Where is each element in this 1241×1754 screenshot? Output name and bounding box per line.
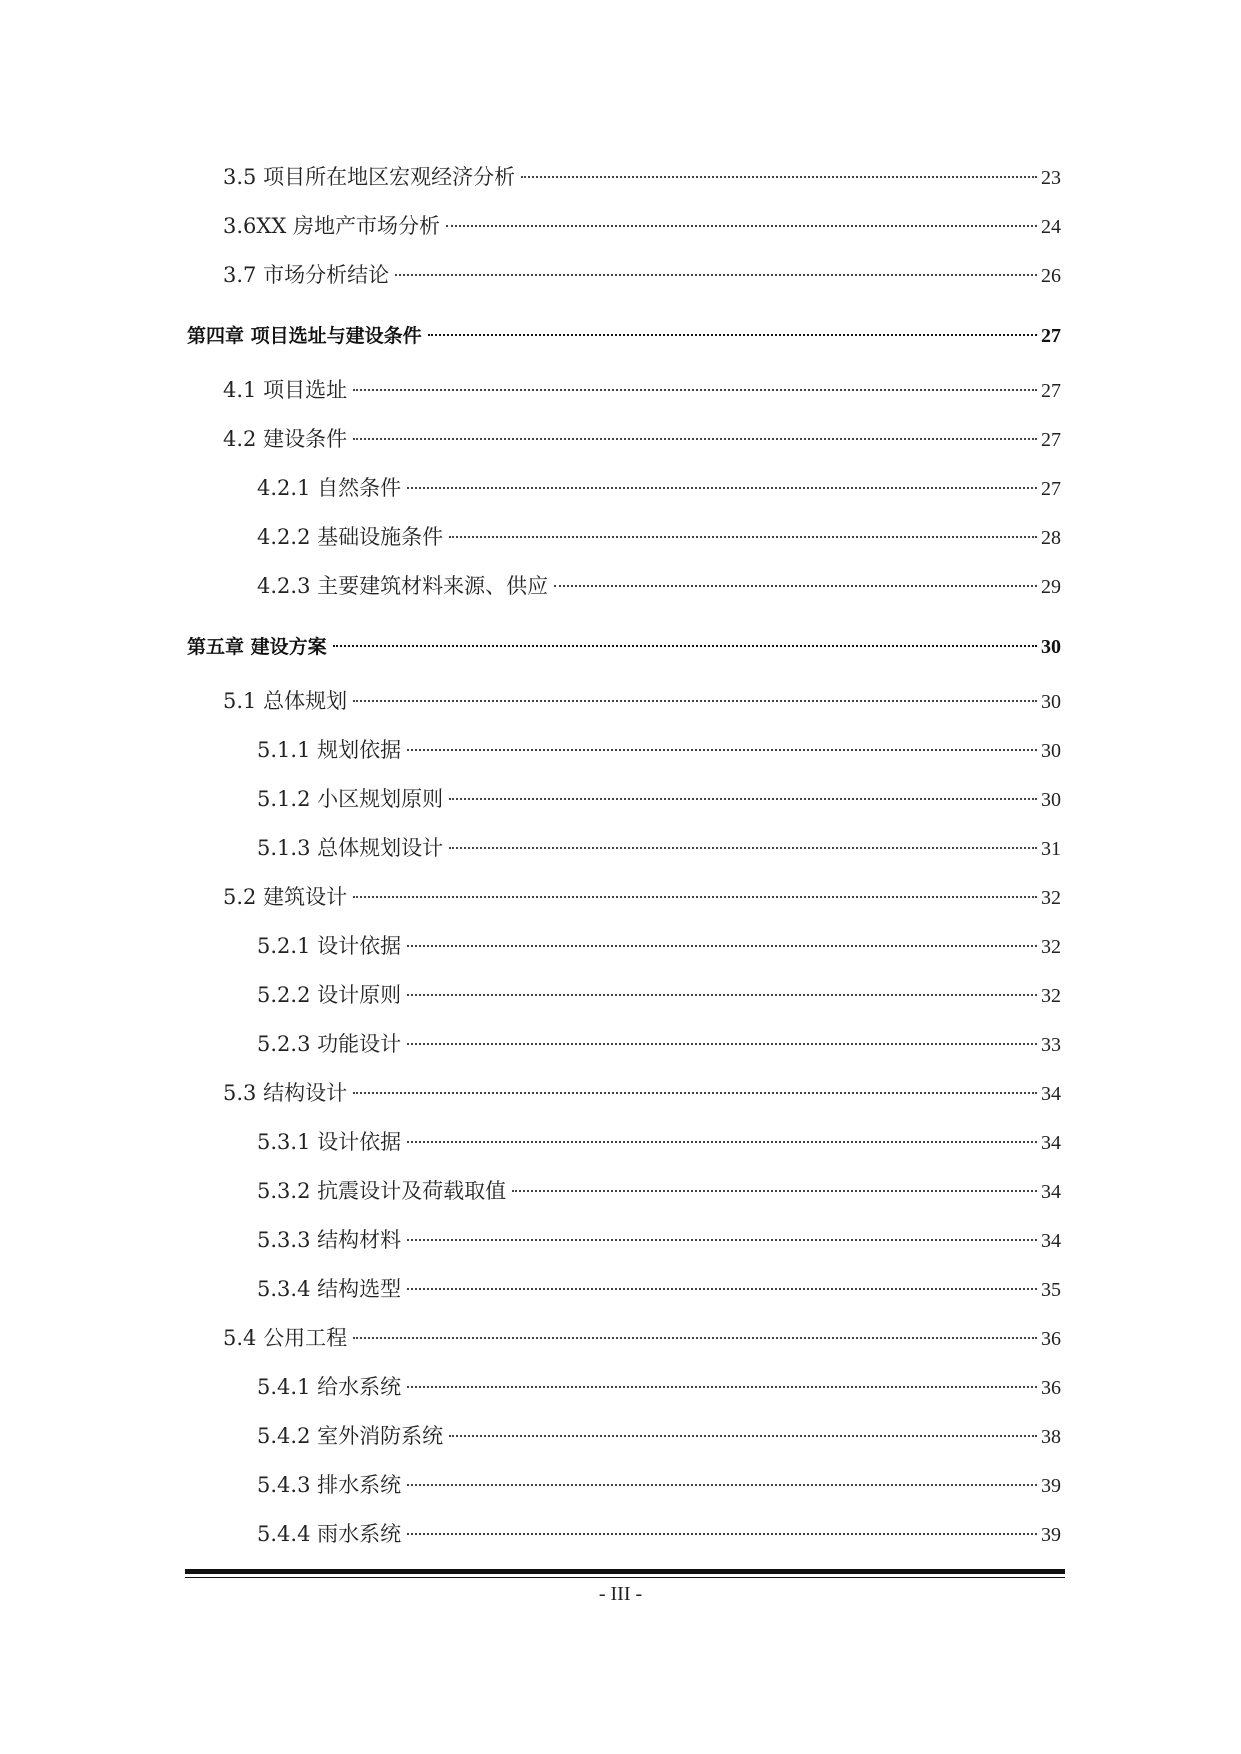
toc-chapter-entry[interactable]: [187, 305, 1061, 371]
toc-entry[interactable]: [187, 158, 1061, 207]
footer-rule-thick: [185, 1569, 1065, 1574]
dot-leader: [353, 389, 1037, 391]
footer-rule-thin: [185, 1577, 1065, 1578]
toc-entry-page-number: 34: [1041, 1083, 1061, 1105]
toc-entry[interactable]: [187, 1172, 1061, 1221]
toc-entry[interactable]: [187, 1515, 1061, 1564]
dot-leader: [407, 945, 1037, 947]
toc-entry-title: 3.6XX 房地产市场分析: [223, 214, 440, 238]
toc-entry-title: 5.4 公用工程: [223, 1326, 348, 1350]
dot-leader: [407, 1141, 1037, 1143]
toc-entry-title: 5.1 总体规划: [223, 689, 348, 713]
dot-leader: [353, 438, 1037, 440]
toc-entry-title: 第五章 建设方案: [187, 636, 327, 658]
toc-entry-page-number: 31: [1041, 838, 1061, 860]
dot-leader: [554, 585, 1037, 587]
dot-leader: [407, 487, 1037, 489]
dot-leader: [449, 798, 1037, 800]
toc-entry-title: 5.1.1 规划依据: [257, 738, 402, 762]
toc-entry-page-number: 26: [1041, 265, 1061, 287]
toc-entry-title: 5.2.1 设计依据: [257, 934, 402, 958]
toc-entry-page-number: 39: [1041, 1475, 1061, 1497]
toc-entry-title: 5.2.2 设计原则: [257, 983, 402, 1007]
toc-entry-page-number: 39: [1041, 1524, 1061, 1546]
toc-entry-page-number: 34: [1041, 1181, 1061, 1203]
dot-leader: [353, 1092, 1037, 1094]
toc-entry-title: 4.2.3 主要建筑材料来源、供应: [257, 574, 549, 598]
dot-leader: [407, 1386, 1037, 1388]
toc-entry-page-number: 28: [1041, 527, 1061, 549]
toc-entry-title: 5.2.3 功能设计: [257, 1032, 402, 1056]
toc-entry-title: 5.3.2 抗震设计及荷载取值: [257, 1179, 507, 1203]
toc-entry[interactable]: [187, 567, 1061, 616]
toc-entry[interactable]: [187, 207, 1061, 256]
toc-entry[interactable]: [187, 1466, 1061, 1515]
toc-entry-page-number: 32: [1041, 936, 1061, 958]
toc-entry-page-number: 38: [1041, 1426, 1061, 1448]
toc-entry[interactable]: [187, 256, 1061, 305]
toc-entry[interactable]: [187, 371, 1061, 420]
toc-entry-page-number: 30: [1041, 691, 1061, 713]
toc-entry-page-number: 34: [1041, 1132, 1061, 1154]
dot-leader: [333, 645, 1037, 647]
toc-entry-page-number: 24: [1041, 216, 1061, 238]
toc-entry[interactable]: [187, 976, 1061, 1025]
toc-entry[interactable]: [187, 780, 1061, 829]
toc-entry-page-number: 30: [1041, 740, 1061, 762]
toc-entry-page-number: 27: [1041, 429, 1061, 451]
toc-entry-page-number: 29: [1041, 576, 1061, 598]
toc-entry-page-number: 27: [1041, 478, 1061, 500]
toc-entry-title: 5.3 结构设计: [223, 1081, 348, 1105]
toc-entry[interactable]: [187, 1417, 1061, 1466]
dot-leader: [353, 700, 1037, 702]
toc-entry-title: 5.3.4 结构选型: [257, 1277, 402, 1301]
toc-entry-page-number: 36: [1041, 1377, 1061, 1399]
dot-leader: [353, 1337, 1037, 1339]
toc-entry-page-number: 32: [1041, 887, 1061, 909]
toc-entry-title: 3.5 项目所在地区宏观经济分析: [223, 165, 516, 189]
toc-entry-title: 4.1 项目选址: [223, 378, 348, 402]
dot-leader: [407, 749, 1037, 751]
toc-entry[interactable]: [187, 878, 1061, 927]
toc-entry[interactable]: [187, 1319, 1061, 1368]
dot-leader: [407, 994, 1037, 996]
dot-leader: [449, 847, 1037, 849]
dot-leader: [449, 1435, 1037, 1437]
table-of-contents: [187, 158, 1061, 1564]
dot-leader: [395, 274, 1037, 276]
toc-entry-title: 4.2 建设条件: [223, 427, 348, 451]
toc-entry-title: 5.4.3 排水系统: [257, 1473, 402, 1497]
toc-entry-title: 5.3.1 设计依据: [257, 1130, 402, 1154]
page-number-footer: - III -: [598, 1583, 643, 1605]
dot-leader: [446, 225, 1037, 227]
dot-leader: [428, 334, 1037, 336]
dot-leader: [449, 536, 1037, 538]
toc-entry-page-number: 36: [1041, 1328, 1061, 1350]
dot-leader: [407, 1239, 1037, 1241]
toc-entry[interactable]: [187, 1025, 1061, 1074]
toc-entry-page-number: 23: [1041, 167, 1061, 189]
toc-entry-page-number: 30: [1041, 789, 1061, 811]
toc-entry-title: 5.2 建筑设计: [223, 885, 348, 909]
toc-entry-page-number: 34: [1041, 1230, 1061, 1252]
toc-entry-page-number: 35: [1041, 1279, 1061, 1301]
toc-entry-title: 5.4.1 给水系统: [257, 1375, 402, 1399]
toc-entry[interactable]: [187, 518, 1061, 567]
toc-entry-title: 5.4.2 室外消防系统: [257, 1424, 444, 1448]
toc-entry[interactable]: [187, 927, 1061, 976]
toc-entry[interactable]: [187, 829, 1061, 878]
toc-entry[interactable]: [187, 420, 1061, 469]
toc-entry-title: 第四章 项目选址与建设条件: [187, 325, 422, 347]
toc-chapter-entry[interactable]: [187, 616, 1061, 682]
toc-entry[interactable]: [187, 682, 1061, 731]
toc-entry-title: 4.2.1 自然条件: [257, 476, 402, 500]
toc-entry-title: 5.3.3 结构材料: [257, 1228, 402, 1252]
dot-leader: [407, 1484, 1037, 1486]
toc-entry-page-number: 33: [1041, 1034, 1061, 1056]
toc-entry[interactable]: [187, 731, 1061, 780]
toc-entry[interactable]: [187, 469, 1061, 518]
toc-entry-title: 5.4.4 雨水系统: [257, 1522, 402, 1546]
toc-entry[interactable]: [187, 1123, 1061, 1172]
dot-leader: [512, 1190, 1037, 1192]
toc-entry[interactable]: [187, 1270, 1061, 1319]
toc-entry[interactable]: [187, 1221, 1061, 1270]
toc-entry-page-number: 27: [1041, 380, 1061, 402]
toc-entry[interactable]: [187, 1074, 1061, 1123]
dot-leader: [353, 896, 1037, 898]
toc-entry-title: 4.2.2 基础设施条件: [257, 525, 444, 549]
toc-entry-title: 5.1.3 总体规划设计: [257, 836, 444, 860]
toc-entry-page-number: 30: [1041, 636, 1061, 658]
toc-entry-title: 5.1.2 小区规划原则: [257, 787, 444, 811]
dot-leader: [407, 1288, 1037, 1290]
dot-leader: [407, 1043, 1037, 1045]
toc-entry[interactable]: [187, 1368, 1061, 1417]
toc-entry-page-number: 32: [1041, 985, 1061, 1007]
dot-leader: [521, 176, 1037, 178]
toc-entry-title: 3.7 市场分析结论: [223, 263, 390, 287]
toc-entry-page-number: 27: [1041, 325, 1061, 347]
dot-leader: [407, 1533, 1037, 1535]
